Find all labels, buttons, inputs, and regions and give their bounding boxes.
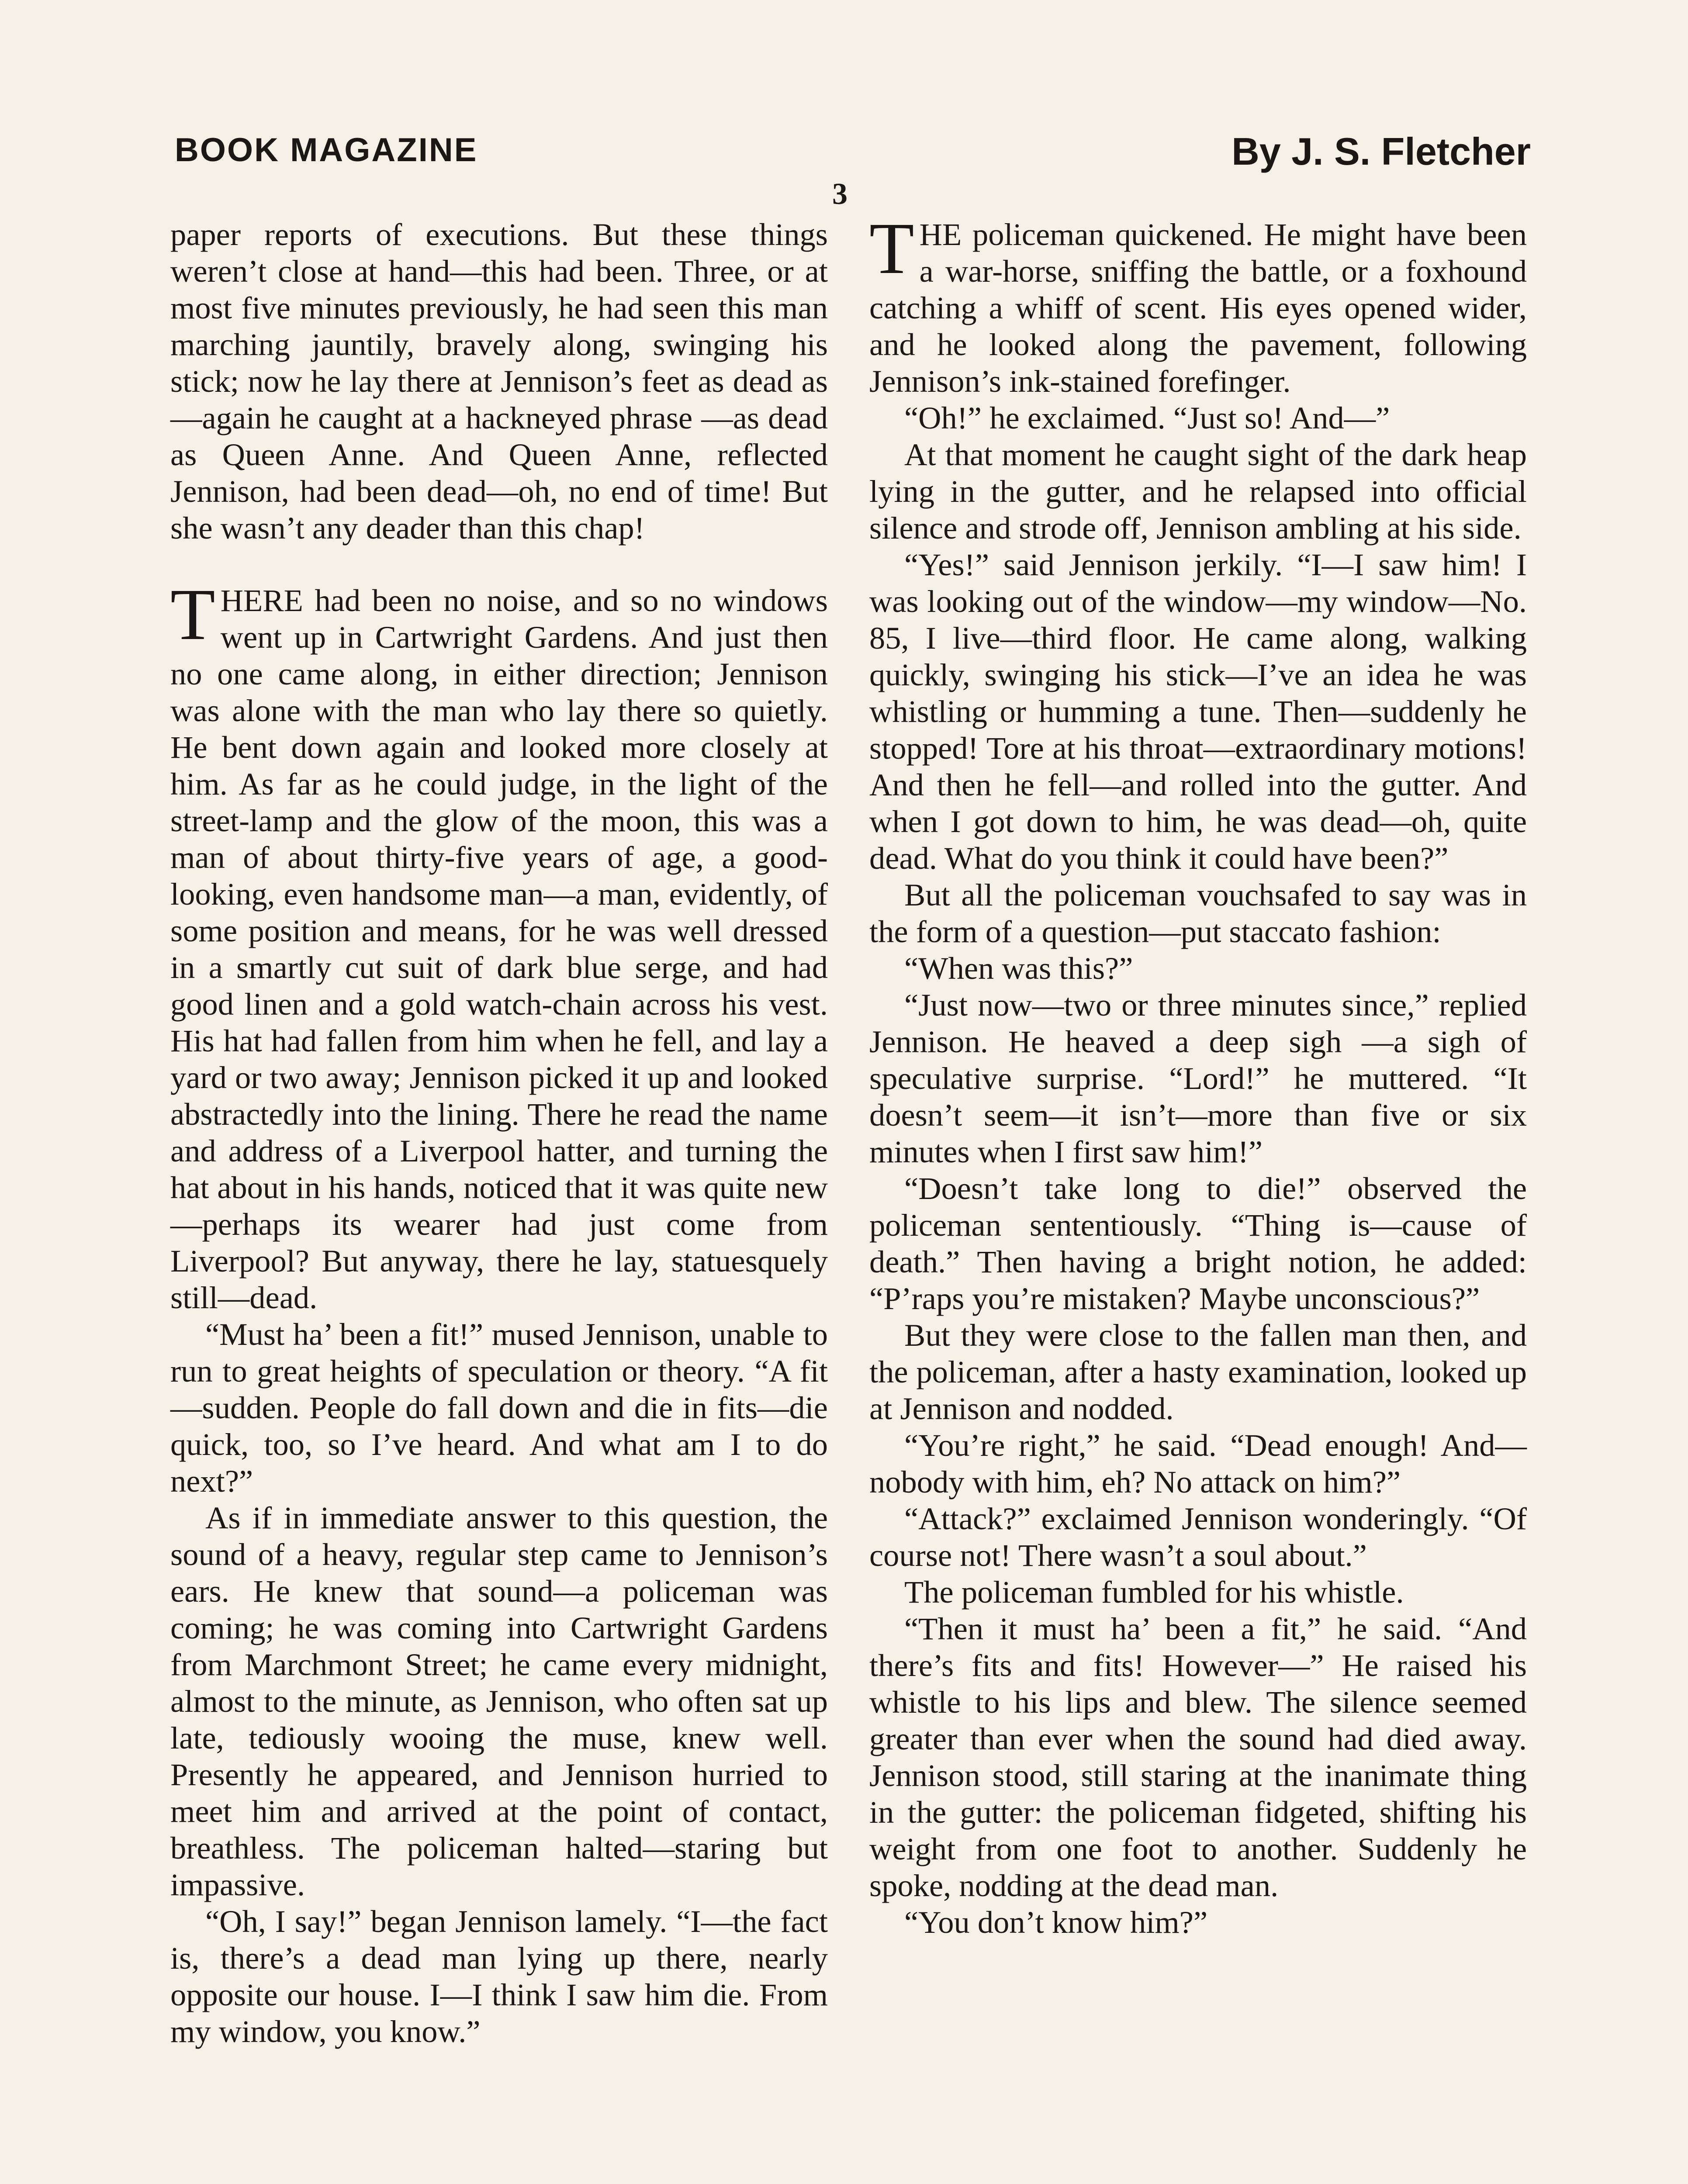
paragraph: “Just now—two or three minutes since,” replied Jennison. He heaved a deep sigh —a sigh of speculative surprise. “Lord!” he muttered. “It doesn’t seem—it isn’t—more than five or six minutes when I first saw him!” (869, 987, 1527, 1169)
paragraph: As if in immediate answer to this question, the sound of a heavy, regular step came to Jennison’s ears. He knew that sound—a policeman was coming; he was coming into Cartwright Gardens from Marchmont Street; he came every midnight, almost to the minute, as Jennison, who often sat up late, tediously wooing the muse, knew well. Presently he appeared, and Jennison hurried to meet him and arrived at the point of contact, breathless. The policeman halted—staring but impassive. (170, 1500, 828, 1902)
page-number: 3 (832, 177, 847, 211)
paragraph: “Must ha’ been a fit!” mused Jennison, unable to run to great heights of speculation or theory. “A fit—sudden. People do fall down and die in fits—die quick, too, so I’ve heard. And what am I to do next?” (170, 1317, 828, 1499)
paragraph-with-dropcap (869, 208, 1527, 400)
drop-cap: T (869, 208, 914, 289)
paragraph: “Oh, I say!” began Jennison lamely. “I—the fact is, there’s a dead man lying up there, nearly opposite our house. I—I think I saw him die. From my window, you know.” (170, 1904, 828, 2049)
running-header-magazine: BOOK MAGAZINE (175, 131, 478, 169)
paragraph: “Then it must ha’ been a fit,” he said. “And there’s fits and fits! However—” He raised his whistle to his lips and blew. The silence seemed greater than ever when the sound had died away. Jennison stood, still staring at the inanimate thing in the gutter: the policeman fidgeted, shifting his weight from one foot to another. Suddenly he spoke, nodding at the dead man. (869, 1611, 1527, 1903)
running-header-author: By J. S. Fletcher (1231, 130, 1531, 173)
drop-cap: T (170, 574, 215, 655)
paragraph: “When was this?” (904, 950, 1133, 986)
paragraph: “Oh!” he exclaimed. “Just so! And—” (904, 400, 1390, 435)
paragraph: The policeman fumbled for his whistle. (904, 1574, 1404, 1610)
paragraph-text: HERE had been no noise, and so no windows went up in Cartwright Gardens. And just then no one came along, in either direction; Jennison was alone with the man who lay there so quietly. He bent down again and looked more closely at him. As far as he could judge, in the light of the street-lamp and the glow of the moon, this was a man of about thirty-five years of age, a good-looking, even handsome man—a man, evidently, of some position and means, for he was well dressed in a smartly cut suit of dark blue serge, and had good linen and a gold watch-chain across his vest. His hat had fallen from him when he fell, and lay a yard or two away; Jennison picked it up and looked abstractedly into the lining. There he read the name and address of a Liverpool hatter, and turning the hat about in his hands, noticed that it was quite new—perhaps its wearer had just come from Liverpool? But anyway, there he lay, statuesquely still—dead. (170, 583, 828, 1315)
paragraph: “Attack?” exclaimed Jennison wonderingly. “Of course not! There wasn’t a soul about.” (869, 1501, 1527, 1573)
paragraph: “Yes!” said Jennison jerkily. “I—I saw him! I was looking out of the window—my window—No. 85, I live—third floor. He came along, walking quickly, swinging his stick—I’ve an idea he was whistling or humming a tune. Then—suddenly he stopped! Tore at his throat—extraordinary motions! And then he fell—and rolled into the gutter. And when I got down to him, he was dead—oh, quite dead. What do you think it could have been?” (869, 547, 1527, 876)
right-text-column (869, 208, 1527, 1941)
paragraph-text: HE policeman quickened. He might have been a war-horse, sniffing the battle, or a foxhound catching a whiff of scent. His eyes opened wider, and he looked along the pavement, following Jennison’s ink-stained forefinger. (869, 217, 1527, 399)
paragraph: At that moment he caught sight of the dark heap lying in the gutter, and he relapsed into official silence and strode off, Jennison ambling at his side. (869, 437, 1527, 546)
paragraph: “You don’t know him?” (904, 1904, 1208, 1940)
paragraph-with-dropcap (170, 574, 828, 1316)
paragraph: paper reports of executions. But these things weren’t close at hand—this had been. Three, or at most five minutes previously, he had seen this man marching jauntily, bravely along, swinging his stick; now he lay there at Jennison’s feet as dead as—again he caught at a hackneyed phrase —as dead as Queen Anne. And Queen Anne, reflected Jennison, had been dead—oh, no end of time! But she wasn’t any deader than this chap! (170, 217, 828, 546)
paragraph: But all the policeman vouchsafed to say was in the form of a question—put staccato fashion: (869, 877, 1527, 949)
paragraph: “Doesn’t take long to die!” observed the policeman sententiously. “Thing is—cause of death.” Then having a bright notion, he added: “P’raps you’re mistaken? Maybe unconscious?” (869, 1171, 1527, 1316)
left-text-column (170, 216, 828, 2050)
paragraph: “You’re right,” he said. “Dead enough! And—nobody with him, eh? No attack on him?” (869, 1427, 1527, 1500)
paragraph: But they were close to the fallen man then, and the policeman, after a hasty examination, looked up at Jennison and nodded. (869, 1317, 1527, 1426)
